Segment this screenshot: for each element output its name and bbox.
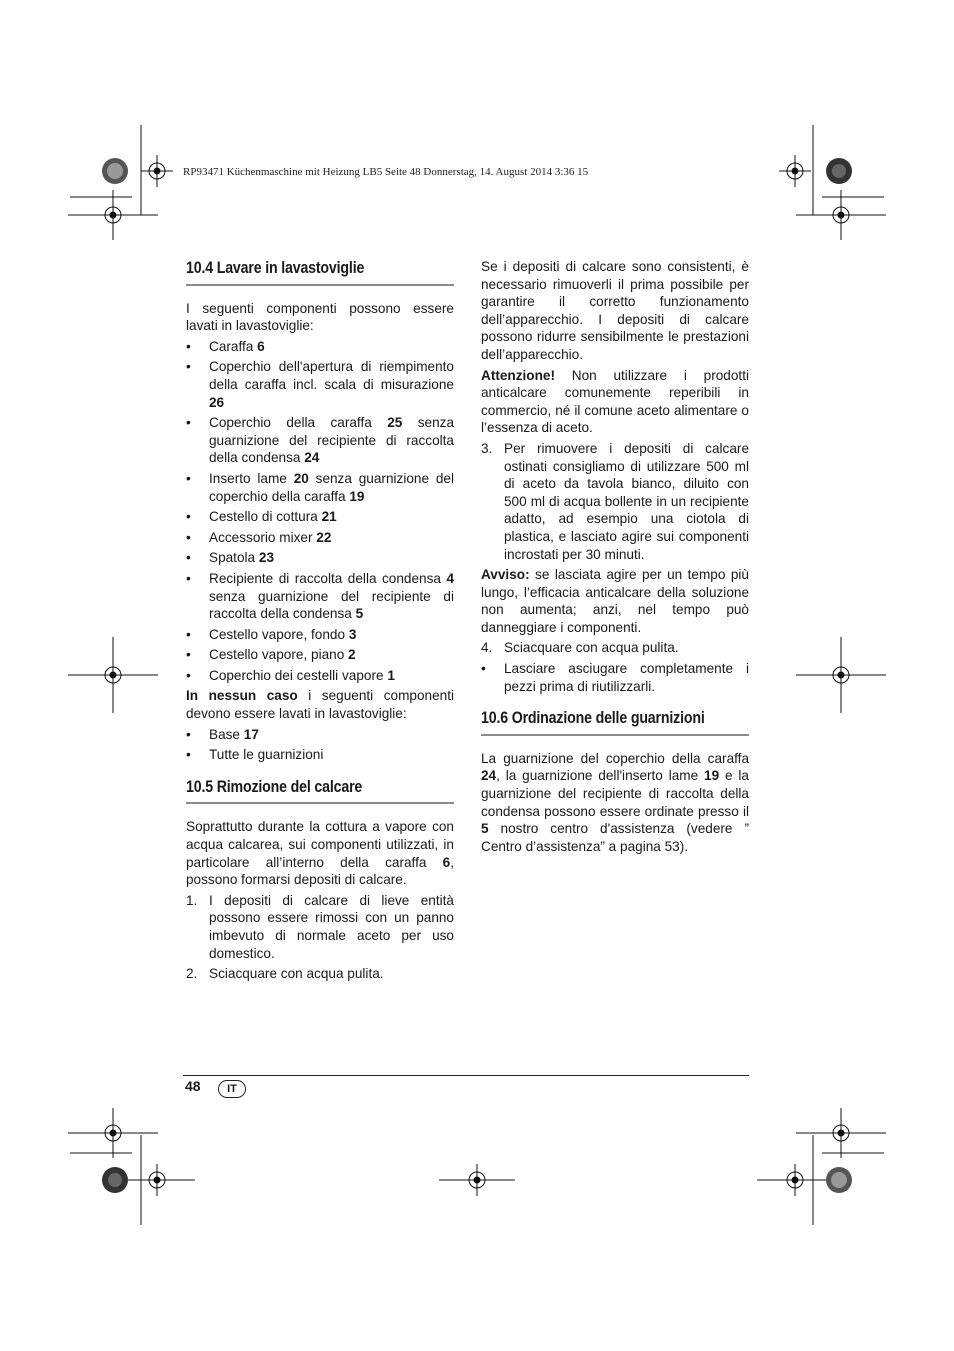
list-item: • Caraffa 6 [186, 338, 265, 354]
footer-rule [183, 1075, 749, 1076]
step-item: 4. Sciacquare con acqua pulita. [481, 640, 679, 656]
notice-paragraph: Avviso: se lasciata agire per un tempo più lungo, l’efficacia anticalcare della soluzione non aumenta; anzi, nel tempo può danneggiare i componenti. [481, 567, 749, 635]
list-item: • Base 17 [186, 726, 259, 742]
step-item: 2. Sciacquare con acqua pulita. [186, 966, 384, 982]
print-header: RP93471 Küchenmaschine mit Heizung LB5 Seite 48 Donnerstag, 14. August 2014 3:36 15 [183, 166, 589, 178]
paragraph: Soprattutto durante la cottura a vapore con acqua calcarea, sui componenti utilizzati, in particolare all’interno della caraffa 6, possono formarsi depositi di calcare. [186, 819, 454, 888]
section-rule [186, 284, 454, 286]
warning-paragraph: In nessun caso i seguenti componenti devono essere lavati in lavastoviglie: [186, 688, 454, 722]
list-item: • Coperchio della caraffa 25 senza guarnizione del recipiente di raccolta della condensa 24 [186, 415, 455, 466]
list-item: • Tutte le guarnizioni [186, 747, 324, 763]
section-rule [186, 802, 454, 804]
list-item: • Recipiente di raccolta della condensa 4 senza guarnizione del recipiente di raccolta della condensa 5 [186, 570, 454, 622]
list-item: • Cestello vapore, piano 2 [186, 647, 356, 663]
paragraph: La guarnizione del coperchio della caraffa 24, la guarnizione dell'inserto lame 19 e la guarnizione del recipiente di raccolta della condensa possono essere ordinate presso il 5 nostro centro d'assistenza (vedere ” Centro d’assistenza” a pagina 53). [481, 750, 749, 854]
list-item: • Cestello di cottura 21 [186, 509, 337, 525]
paragraph: I seguenti componenti possono essere lavati in lavastoviglie: [186, 300, 454, 334]
list-item: • Inserto lame 20 senza guarnizione del coperchio della caraffa 19 [186, 470, 455, 504]
descaling-steps-continued [481, 440, 749, 563]
list-item: • Coperchio dell'apertura di riempimento della caraffa incl. scala di misurazione 26 [186, 359, 454, 410]
section-rule [481, 734, 749, 736]
right-column [481, 258, 749, 858]
step-item: 3. Per rimuovere i depositi di calcare ostinati consigliamo di utilizzare 500 ml di aceto da tavola bianco, diluito con 500 ml di acqua bollente in un recipiente adatto, ad esempio una ciotola di plastica, e lasciato agire sui componenti incrostati per 30 minuti. [481, 440, 749, 562]
descaling-steps-final [481, 639, 749, 657]
drying-list [481, 660, 749, 695]
section-title-10-4: 10.4 Lavare in lavastoviglie [186, 259, 365, 277]
paragraph: Se i depositi di calcare sono consistenti, è necessario rimuoverli il prima possibile per garantire il corretto funzionamento dell’apparecchio. I depositi di calcare possono ridurre sensibilmente le prestazioni dell’apparecchio. [481, 259, 749, 362]
list-item: • Coperchio dei cestelli vapore 1 [186, 667, 395, 683]
attention-paragraph: Attenzione! Non utilizzare i prodotti anticalcare comunemente reperibili in commercio, né il comune aceto alimentare o l’essenza di aceto. [481, 367, 749, 436]
section-title-10-6: 10.6 Ordinazione delle guarnizioni [481, 709, 705, 728]
list-item: • Accessorio mixer 22 [186, 529, 332, 545]
descaling-steps [186, 892, 454, 983]
page-number: 48 [185, 1078, 201, 1094]
left-column [186, 258, 454, 986]
step-item: 1. I depositi di calcare di lieve entità possono essere rimossi con un panno imbevuto di normale aceto per uso domestico. [186, 892, 454, 961]
section-title-10-5: 10.5 Rimozione del calcare [186, 777, 363, 796]
language-badge: IT [218, 1080, 246, 1098]
list-item: • Cestello vapore, fondo 3 [186, 626, 357, 642]
dishwasher-safe-list [186, 338, 454, 685]
not-dishwasher-safe-list [186, 726, 454, 764]
list-item: • Spatola 23 [186, 550, 275, 566]
list-item: • Lasciare asciugare completamente i pezzi prima di riutilizzarli. [481, 661, 749, 694]
